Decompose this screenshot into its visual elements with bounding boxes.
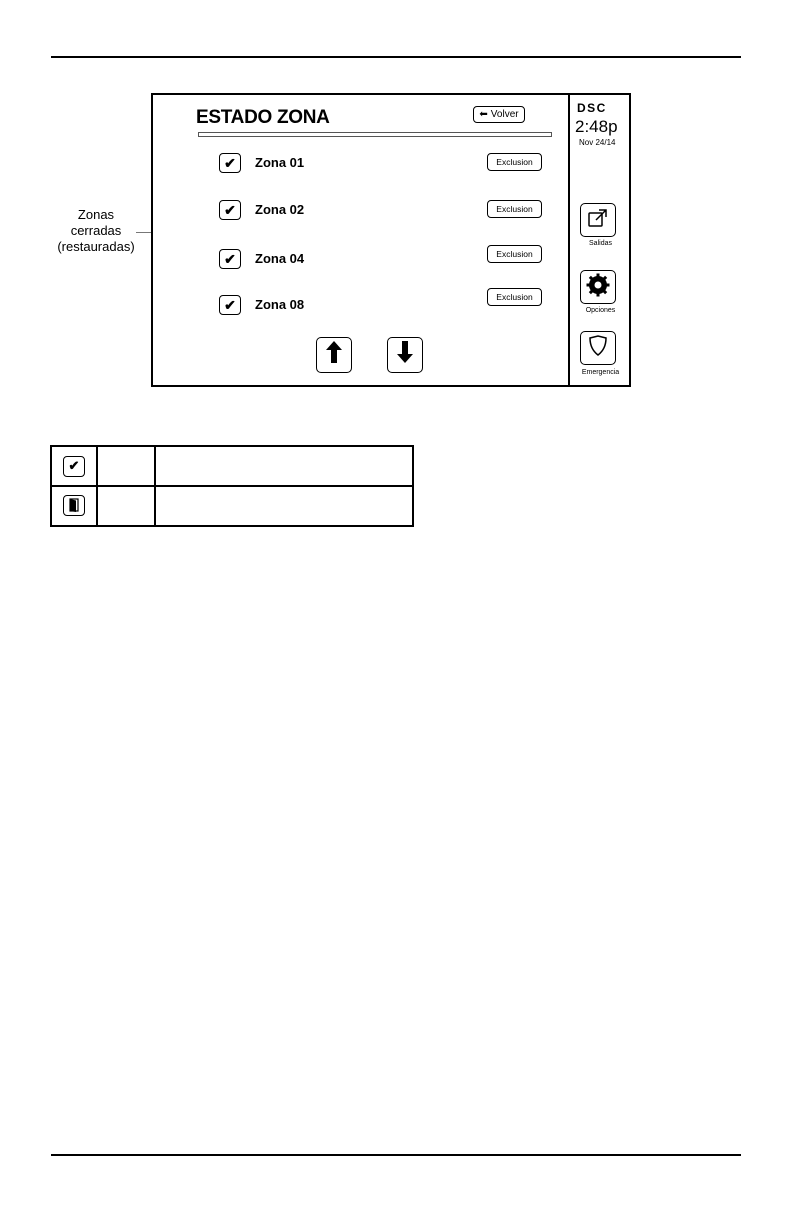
icon-legend-table <box>50 445 414 527</box>
zone-row <box>219 153 549 175</box>
emergency-button[interactable] <box>580 331 616 365</box>
emergency-label: Emergencia <box>581 369 620 376</box>
check-icon: ✔ <box>219 295 241 315</box>
options-button[interactable] <box>580 270 616 304</box>
callout-label: Zonas cerradas (restauradas) <box>57 207 135 254</box>
arrow-left-icon: ⬅ <box>479 109 488 120</box>
check-icon: ✔ <box>219 249 241 269</box>
zone-row <box>219 292 549 317</box>
clock-date: Nov 24/14 <box>579 138 616 147</box>
check-icon: ✔ <box>219 200 241 220</box>
status-sidebar <box>568 95 631 385</box>
back-button-label: Volver <box>490 109 519 120</box>
clock-time: 2:48p <box>575 117 618 136</box>
arrow-up-icon <box>326 341 342 370</box>
zone-label: Zona 02 <box>255 202 305 217</box>
bypass-button[interactable]: Exclusion <box>487 200 542 218</box>
title-underline <box>198 132 552 137</box>
zone-status-panel <box>153 95 568 385</box>
zone-row <box>219 249 549 271</box>
check-icon: ✔ <box>219 153 241 173</box>
outputs-label: Salidas <box>589 240 612 247</box>
zone-label: Zona 04 <box>255 251 305 266</box>
zone-label: Zona 08 <box>255 297 305 312</box>
back-button[interactable] <box>473 106 525 123</box>
zone-row <box>219 200 549 222</box>
arrow-down-icon <box>397 341 413 370</box>
shield-icon <box>588 335 608 362</box>
bypass-button[interactable]: Exclusion <box>487 153 542 171</box>
footer-rule <box>51 1154 741 1156</box>
open-door-icon <box>63 495 85 516</box>
outputs-button[interactable] <box>580 203 616 237</box>
zone-label: Zona 01 <box>255 155 305 170</box>
brand-logo: DSC <box>577 101 607 115</box>
keypad-screen <box>151 93 631 387</box>
page-title: ESTADO ZONA <box>196 107 330 128</box>
gear-icon <box>586 273 610 302</box>
outputs-icon <box>587 207 609 234</box>
header-rule <box>51 56 741 58</box>
legend-row <box>51 446 413 486</box>
check-icon: ✔ <box>63 456 85 477</box>
options-label: Opciones <box>585 307 616 314</box>
legend-row <box>51 486 413 526</box>
bypass-button[interactable]: Exclusion <box>487 288 542 306</box>
bypass-button[interactable]: Exclusion <box>487 245 542 263</box>
scroll-down-button[interactable] <box>387 337 423 373</box>
scroll-up-button[interactable] <box>316 337 352 373</box>
